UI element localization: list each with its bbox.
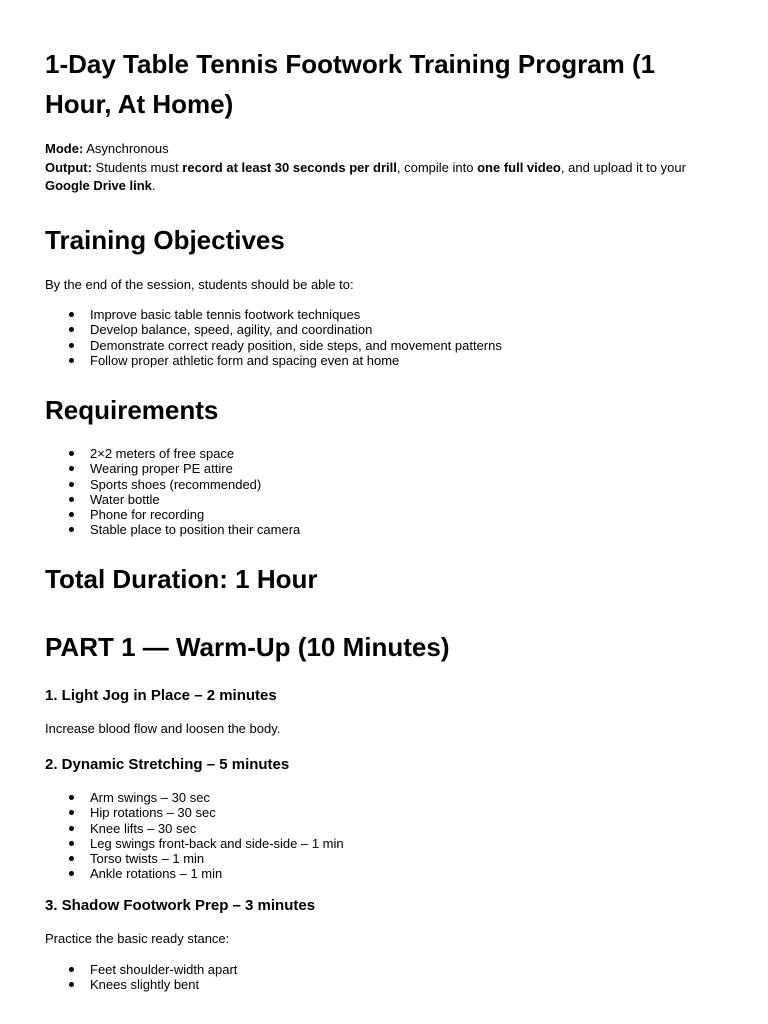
- list-item: [45, 962, 237, 977]
- stance-list: [45, 962, 237, 993]
- list-item-text: Hip rotations – 30 sec: [90, 805, 216, 821]
- output-text: , and upload it to your: [560, 159, 686, 175]
- duration-heading: Total Duration: 1 Hour: [45, 564, 318, 594]
- section-heading-shadow: 3. Shadow Footwork Prep – 3 minutes: [45, 897, 316, 914]
- list-item: [45, 836, 344, 851]
- bullet-icon: [69, 795, 74, 800]
- bullet-icon: [69, 343, 74, 348]
- section-text-shadow: Practice the basic ready stance:: [45, 931, 230, 946]
- output-line: [45, 159, 725, 196]
- bullet-icon: [69, 327, 74, 332]
- output-text: .: [151, 178, 156, 193]
- list-item: [45, 805, 344, 820]
- section-heading-jog: 1. Light Jog in Place – 2 minutes: [45, 687, 277, 704]
- objectives-heading: Training Objectives: [45, 225, 285, 255]
- mode-value: Asynchronous: [86, 141, 169, 156]
- list-item: [45, 866, 344, 881]
- list-item-text: Feet shoulder-width apart: [90, 962, 238, 977]
- list-item-text: Torso twists – 1 min: [90, 851, 205, 867]
- stretching-list: [45, 790, 344, 882]
- output-text: , compile into: [396, 159, 474, 175]
- list-item-text: Ankle rotations – 1 min: [90, 866, 223, 882]
- list-item: [45, 446, 300, 461]
- objectives-list: [45, 307, 502, 368]
- bullet-icon: [69, 871, 74, 876]
- document-title: 1-Day Table Tennis Footwork Training Program (1 Hour, At Home): [45, 49, 656, 119]
- meta-block: [45, 140, 725, 196]
- list-item-text: Leg swings front-back and side-side – 1 min: [90, 835, 344, 851]
- list-item-text: Demonstrate correct ready position, side steps, and movement patterns: [90, 337, 502, 353]
- bullet-icon: [69, 826, 74, 831]
- objectives-intro: By the end of the session, students should be able to:: [45, 277, 354, 292]
- bullet-icon: [69, 451, 74, 456]
- list-item-text: Knee lifts – 30 sec: [90, 820, 197, 836]
- list-item-text: Wearing proper PE attire: [90, 461, 233, 477]
- bullet-icon: [69, 482, 74, 487]
- list-item-text: Knees slightly bent: [90, 977, 200, 993]
- bullet-icon: [69, 810, 74, 815]
- list-item-text: Follow proper athletic form and spacing even at home: [90, 352, 400, 368]
- section-heading-stretching: 2. Dynamic Stretching – 5 minutes: [45, 756, 290, 773]
- list-item-text: Arm swings – 30 sec: [90, 790, 210, 805]
- list-item-text: Improve basic table tennis footwork techniques: [90, 307, 361, 322]
- part1-heading: PART 1 — Warm-Up (10 Minutes): [45, 632, 450, 662]
- requirements-list: [45, 446, 300, 538]
- bullet-icon: [69, 358, 74, 363]
- list-item: [45, 851, 344, 866]
- list-item-text: 2×2 meters of free space: [90, 446, 235, 461]
- list-item-text: Sports shoes (recommended): [90, 476, 262, 492]
- bullet-icon: [69, 527, 74, 532]
- bullet-icon: [69, 497, 74, 502]
- list-item: [45, 492, 300, 507]
- requirements-heading: Requirements: [45, 395, 219, 425]
- list-item-text: Water bottle: [90, 491, 160, 507]
- output-emphasis: record at least 30 seconds per drill: [182, 159, 397, 175]
- bullet-icon: [69, 841, 74, 846]
- section-text-jog: Increase blood flow and loosen the body.: [45, 721, 281, 736]
- list-item: [45, 507, 300, 522]
- list-item: [45, 821, 344, 836]
- list-item-text: Phone for recording: [90, 507, 205, 523]
- list-item: [45, 461, 300, 476]
- list-item: [45, 338, 502, 353]
- output-emphasis: Google Drive link: [45, 178, 152, 193]
- output-text: Students must: [95, 159, 179, 175]
- bullet-icon: [69, 466, 74, 471]
- list-item: [45, 307, 502, 322]
- bullet-icon: [69, 856, 74, 861]
- list-item: [45, 353, 502, 368]
- list-item: [45, 977, 237, 992]
- mode-label: Mode:: [45, 141, 84, 156]
- mode-line: [45, 140, 725, 159]
- list-item: [45, 522, 300, 537]
- output-emphasis: one full video: [477, 159, 561, 175]
- bullet-icon: [69, 982, 74, 987]
- bullet-icon: [69, 967, 74, 972]
- list-item-text: Develop balance, speed, agility, and coordination: [90, 322, 373, 338]
- list-item-text: Stable place to position their camera: [90, 522, 301, 538]
- list-item: [45, 322, 502, 337]
- list-item: [45, 477, 300, 492]
- bullet-icon: [69, 512, 74, 517]
- list-item: [45, 790, 344, 805]
- output-label: Output:: [45, 159, 92, 175]
- bullet-icon: [69, 312, 74, 317]
